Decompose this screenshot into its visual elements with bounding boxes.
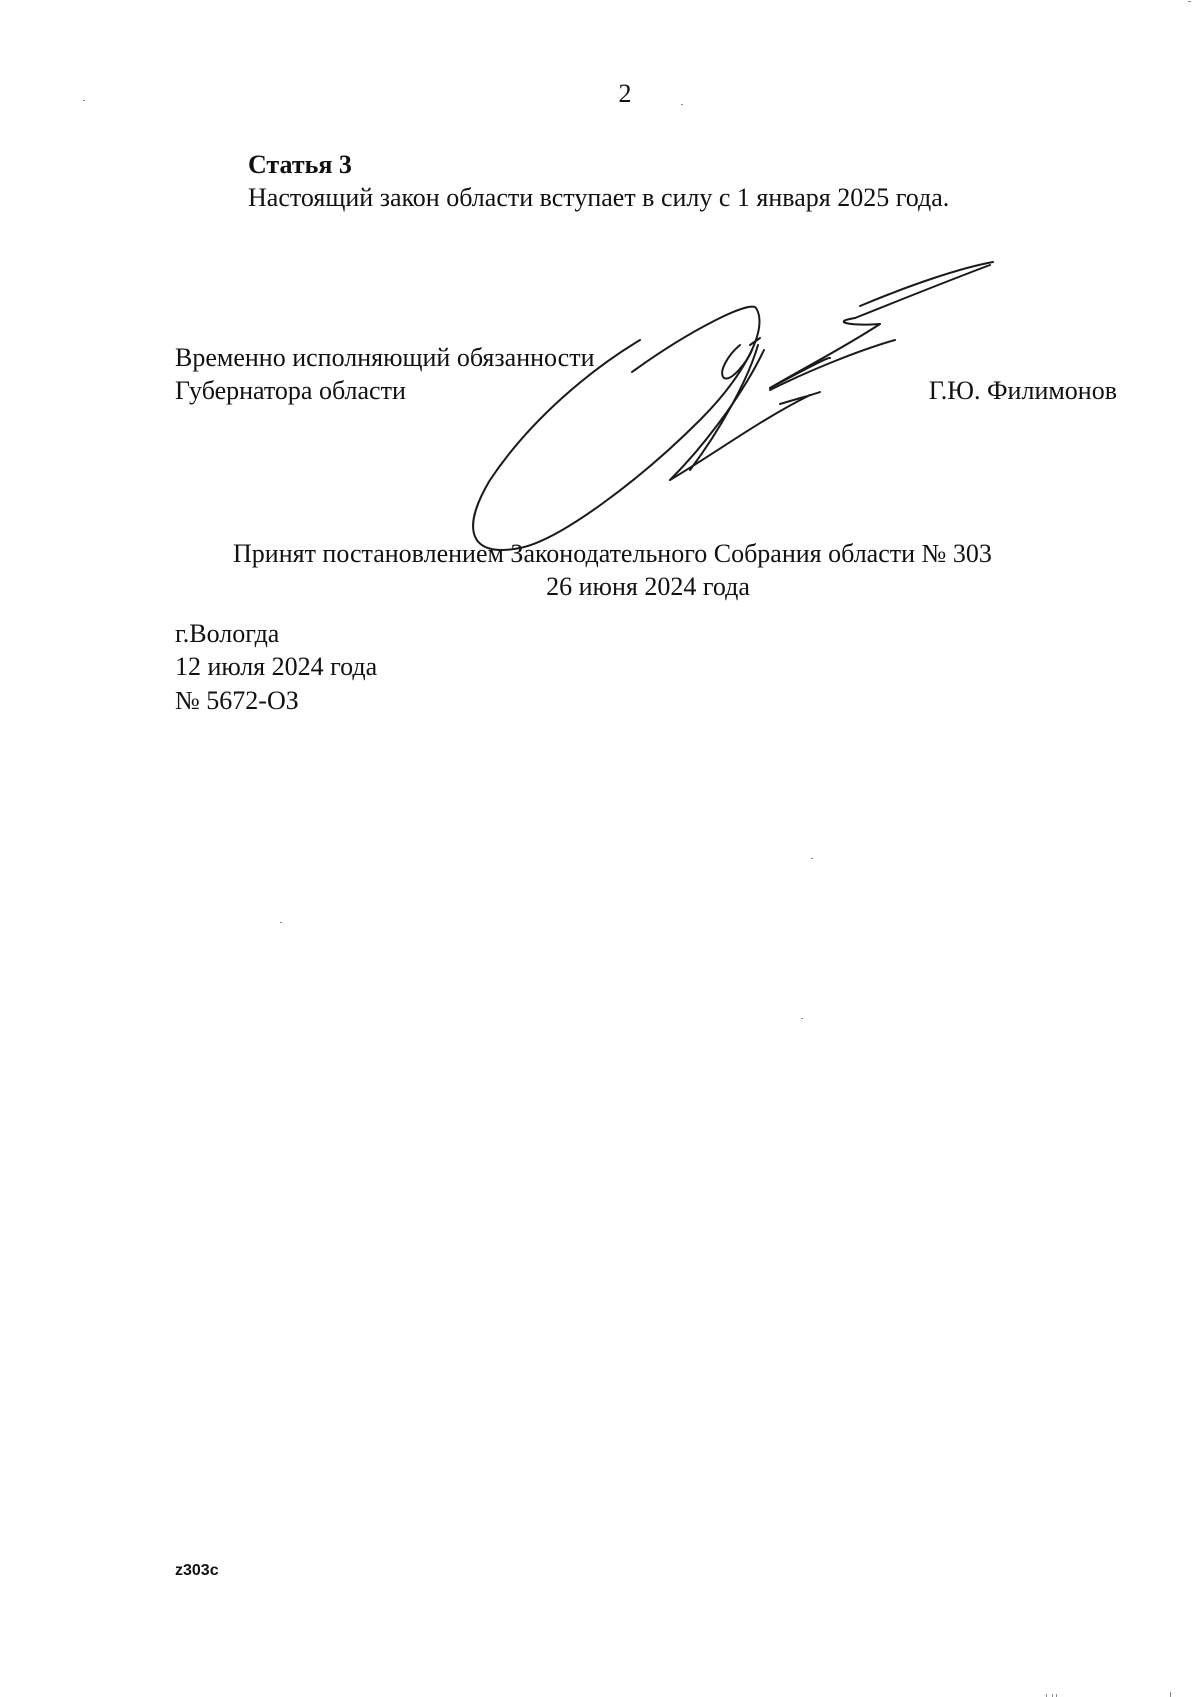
- signatory-name: Г.Ю. Филимонов: [928, 376, 1117, 405]
- adoption-resolution: Принят постановлением Законодательного Собрания области № 303: [233, 539, 992, 568]
- page-number: 2: [618, 79, 632, 108]
- article-body: Настоящий закон области вступает в силу с 1 января 2025 года.: [248, 183, 950, 212]
- signatory-position-line-1: Временно исполняющий обязанности: [175, 343, 595, 372]
- signatory-position-line-2: Губернатора области: [175, 376, 406, 405]
- law-number: № 5672-ОЗ: [175, 686, 299, 715]
- signing-date: 12 июля 2024 года: [175, 652, 378, 681]
- document-code: z303c: [175, 1562, 219, 1579]
- article-title: Статья 3: [248, 150, 352, 179]
- adoption-date: 26 июня 2024 года: [546, 572, 750, 601]
- signing-place: г.Вологда: [175, 619, 280, 648]
